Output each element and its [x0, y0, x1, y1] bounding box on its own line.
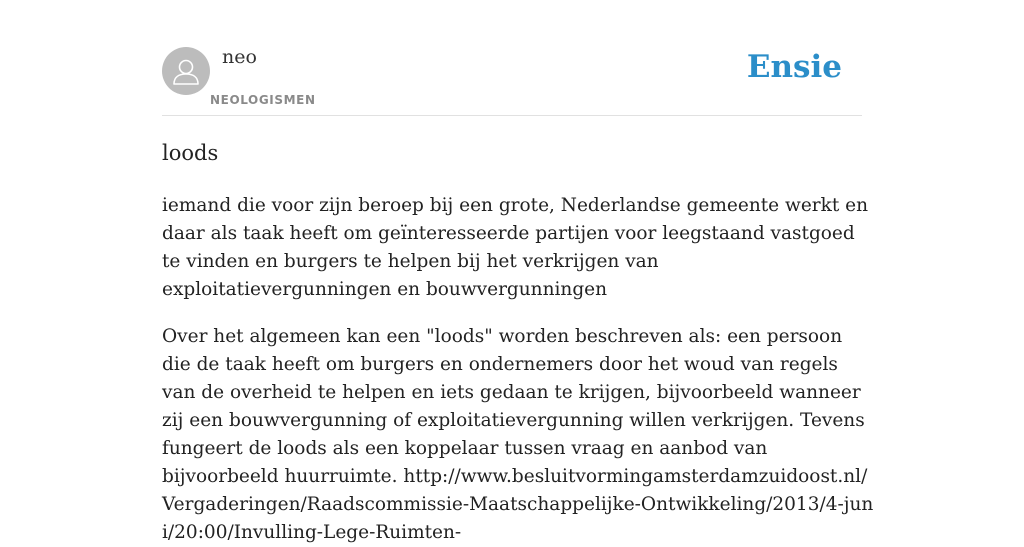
example-text: Over het algemeen kan een "loods" worden beschreven als: een persoon die de taak heeft om burgers en ondernemers door het woud van regels van de overheid te helpen en iets gedaan te krijgen, bijvoorbeeld wanneer zij een bouwvergunning of exploitatievergunning willen verkrijgen. Tevens fungeert de loods als een koppelaar tussen vraag en aanbod van bijvoorbeeld huurruimte. — [162, 326, 865, 487]
entry-term: loods — [162, 141, 219, 165]
username-link[interactable]: neo — [222, 46, 257, 68]
ensie-logo[interactable]: Ensie — [746, 49, 842, 85]
example-link[interactable]: http://www.besluitvormingamsterdamzuidoost.nl/Vergaderingen/Raadscommissie-Maatschappelijke-Ontwikkeling/2013/4-juni/20:00/Invulling-Lege-Ruimten- — [162, 466, 874, 543]
avatar[interactable] — [162, 47, 210, 95]
user-silhouette-icon — [162, 47, 210, 95]
entry-definition: iemand die voor zijn beroep bij een grote, Nederlandse gemeente werkt en daar als taak heeft om geïnteresseerde partijen voor leegstaand vastgoed te vinden en burgers te helpen bij het verkrijgen van exploitatievergunningen en bouwvergunningen — [162, 195, 869, 300]
category-label[interactable]: NEOLOGISMEN — [210, 93, 316, 107]
header-divider — [162, 115, 862, 116]
entry-example — [162, 323, 874, 547]
